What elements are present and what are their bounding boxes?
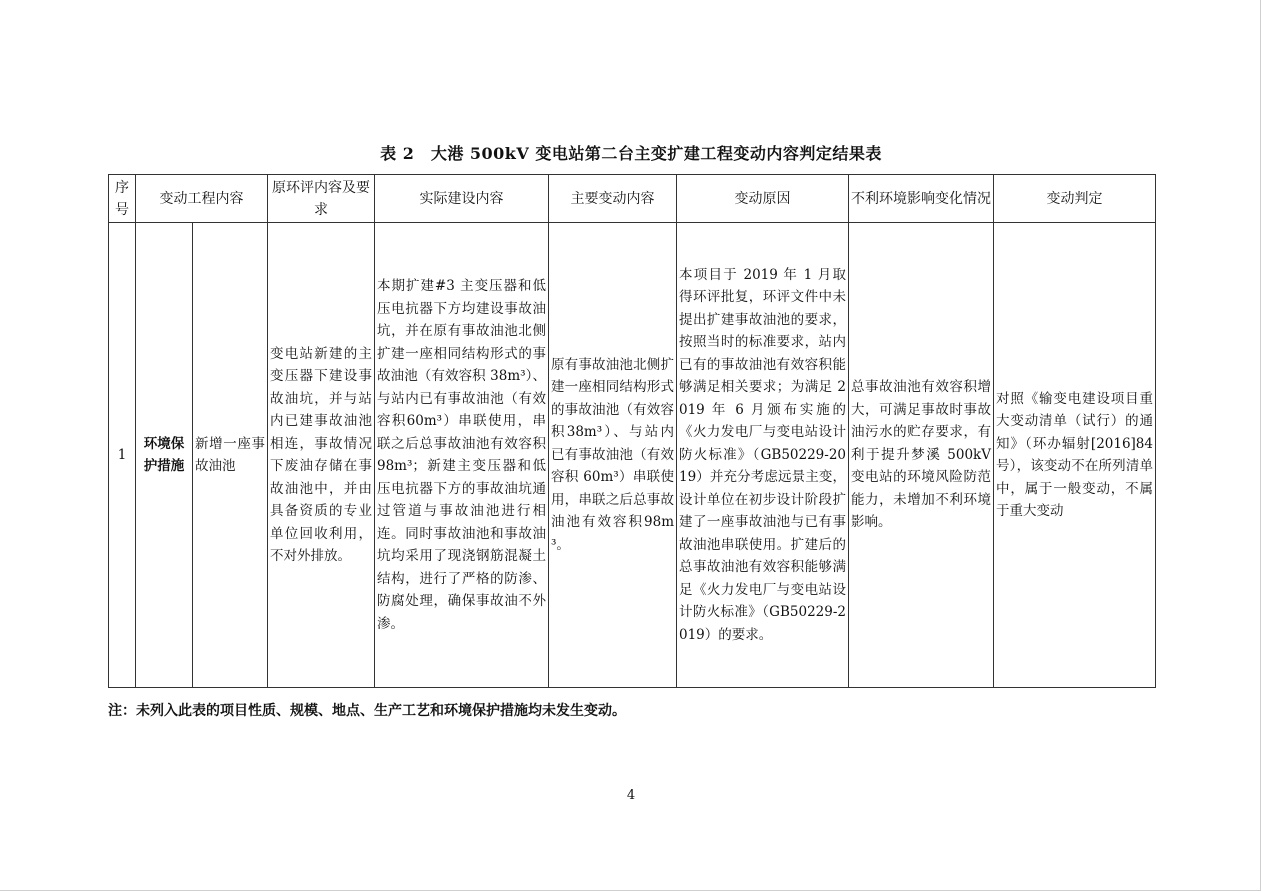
header-item: 变动工程内容 [136,175,268,223]
row-reason: 本项目于 2019 年 1 月取得环评批复，环评文件中未提出扩建事故油池的要求，按照当时的标准要求，站内已有的事故油池有效容积能够满足相关要求；为满足 2019 年 6 月颁布实施的《火力发电厂与变电站设计防火标准》（GB50229-2019）并充分考虑远景主变，设计单位在初步设计阶段扩建了一座事故油池与已有事故油池串联使用。扩建后的总事故油池有效容积能够满足《火力发电厂与变电站设计防火标准》（GB50229-2019）的要求。 [677,223,849,688]
row-category: 环境保护措施 [136,223,193,688]
header-impact: 不利环境影响变化情况 [849,175,994,223]
row-judgment: 对照《输变电建设项目重大变动清单（试行）的通知》（环办辐射[2016]84 号），该变动不在所列清单中，属于一般变动，不属于重大变动 [994,223,1156,688]
page-number: 4 [626,788,636,803]
row-impact: 总事故油池有效容积增大，可满足事故时事故油污水的贮存要求，有利于提升梦溪 500kV 变电站的环境风险防范能力，未增加不利环境影响。 [849,223,994,688]
header-reason: 变动原因 [677,175,849,223]
row-change: 原有事故油池北侧扩建一座相同结构形式的事故油池（有效容积38m³）、与站内已有事故油池（有效容积 60m³）串联使用，串联之后总事故油池有效容积98m³。 [549,223,677,688]
header-change: 主要变动内容 [549,175,677,223]
row-seq: 1 [109,223,136,688]
row-original: 变电站新建的主变压器下建设事故油坑，并与站内已建事故油池相连，事故情况下废油存储在事故油池中，并由具备资质的专业单位回收利用，不对外排放。 [268,223,375,688]
header-actual: 实际建设内容 [375,175,549,223]
table-header-row [109,175,1156,223]
table-note: 注：未列入此表的项目性质、规模、地点、生产工艺和环境保护措施均未发生变动。 [108,703,626,719]
change-judgment-table [108,174,1156,688]
row-actual: 本期扩建#3 主变压器和低压电抗器下方均建设事故油坑，并在原有事故油池北侧扩建一座相同结构形式的事故油池（有效容积 38m³）、与站内已有事故油池（有效容积60m³）串联使用，串联之后总事故油池有效容积98m³；新建主变压器和低压电抗器下方的事故油坑通过管道与事故油池进行相连。同时事故油池和事故油坑均采用了现浇钢筋混凝土结构，进行了严格的防渗、防腐处理，确保事故油不外渗。 [375,223,549,688]
table-row [109,223,1156,688]
header-judgment: 变动判定 [994,175,1156,223]
table-title: 表 2 大港 500kV 变电站第二台主变扩建工程变动内容判定结果表 [380,144,882,163]
row-item: 新增一座事故油池 [193,223,268,688]
header-original: 原环评内容及要求 [268,175,375,223]
header-seq: 序号 [109,175,136,223]
